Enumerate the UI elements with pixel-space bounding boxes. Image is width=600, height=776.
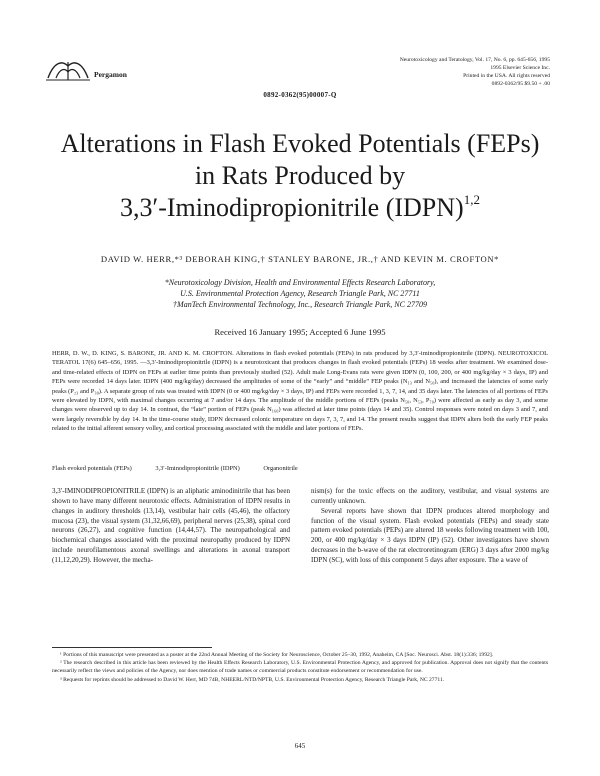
footnote-2: ² The research described in this article has been reviewed by the Health Effects Research Laboratory, U.S. Environmental Protection Agency, and approved for publication. Approval does not signify that the contents necessarily reflect the views and policies of the Agency, nor does mention of trade names or commercial products constitute endorsement or recommendation for use. (52, 660, 548, 675)
keyword-item: Organonitrile (263, 465, 298, 472)
title-footnote-marker: 1,2 (463, 192, 480, 207)
keywords (52, 465, 320, 472)
keyword-item: Flash evoked potentials (FEPs) (52, 465, 132, 472)
affiliation-2: U.S. Environmental Protection Agency, Research Triangle Park, NC 27711 (180, 289, 420, 298)
keyword-item: 3,3′-Iminodipropionitrile (IDPN) (155, 465, 240, 472)
publisher-logo (44, 56, 92, 82)
title-line-3 (0, 192, 600, 224)
title-line-3-text: 3,3′-Iminodipropionitrile (IDPN) (120, 193, 464, 222)
publisher-name: Pergamon (94, 70, 127, 79)
body-paragraph: nism(s) for the toxic effects on the auditory, vestibular, and visual systems are currently unknown. (311, 487, 549, 505)
body-left-column (52, 487, 290, 566)
footnote-1: ¹ Portions of this manuscript were presented as a poster at the 22nd Annual Meeting of the Society for Neuroscience, October 25–30, 1992, Anaheim, CA [Soc. Neurosci. Abst. 18(1):336; 1992]. (60, 652, 494, 658)
footnote-divider (52, 647, 212, 648)
affiliation-1: *Neurotoxicology Division, Health and Environmental Effects Research Laboratory, (164, 278, 436, 287)
page-number: 645 (294, 742, 306, 750)
pii-identifier: 0892-0362(95)00007-Q (263, 91, 337, 99)
journal-issn: 0892-0362/95 $9.50 + .00 (491, 81, 550, 87)
journal-copyright: 1995 Elsevier Science Inc. (490, 65, 550, 71)
title-line-2: in Rats Produced by (194, 161, 406, 190)
footnotes (52, 651, 548, 684)
received-dates: Received 16 January 1995; Accepted 6 June 1995 (214, 327, 386, 337)
journal-printed: Printed in the USA. All rights reserved (463, 73, 550, 79)
body-paragraph: Several reports have shown that IDPN produces altered morphology and function of the visual system. Flash evoked potentials (FEPs) and steady state pattern evoked potentials (PEPs) are altered 18 weeks following treatment with 100, 200, or 400 mg/kg/day × 3 days IDPN (IP) (52). Other investigators have shown decreases in the b-wave of the rat electroretinogram (ERG) 3 days after 2000 mg/kg IDPN (SC), with loss of this component 5 days after exposure. The a wave of (311, 506, 549, 564)
body-paragraph: 3,3′-IMINODIPROPIONITRILE (IDPN) is an aliphatic aminodinitrile that has been shown to have many different neurotoxic effects. Administration of IDPN results in changes in auditory thresholds (13,14), vestibular hair cells (45,46), the olfactory mucosa (23), the visual system (31,32,66,69), peripheral nerves (25,38), spinal cord neurons (26,27), and cognitive function (14,44,57). The neuropathological and biochemical changes associated with the proximal neuropathy produced by IDPN include neurofilamentous axonal swellings and alterations in axonal transport (11,12,20,29). However, the mecha- (52, 487, 290, 564)
footnote-3: ³ Requests for reprints should be addressed to David W. Herr, MD 74B, NHEERL/NTD/NPTB, U.S. Environmental Protection Agency, Research Triangle Park, NC 27711. (60, 676, 445, 683)
author-list: DAVID W. HERR,*³ DEBORAH KING,† STANLEY BARONE, JR.,† AND KEVIN M. CROFTON* (100, 254, 500, 264)
abstract: HERR, D. W., D. KING, S. BARONE, JR. AND K. M. CROFTON. Alterations in flash evoked potentials (FEPs) in rats produced by 3,3′-iminodipropionitrile (IDPN). NEUROTOXICOL TERATOL 17(6) 645–656, 1995. —3,3′-Iminodipropionitrile (IDPN) is a neurotoxicant that produces changes in flash evoked potentials (FEPs) 18 weeks after treatment. We examined dose- and time-related effects of IDPN on FEPs at earlier time points than previously studied (52). Adult male Long-Evans rats were given IDPN (0, 100, 200, or 400 mg/kg/day × 3 days, IP) and FEPs were recorded 14 days later. IDPN (400 mg/kg/day) decreased the amplitudes of some of the “early” and “middle” FEP peaks (N₁₃ and N₅₀), and increased the latencies of some early peaks (P₂₃ and P₃₀). A separate group of rats was treated with IDPN (0 or 400 mg/kg/day × 3 days, IP) and FEPs were recorded 1, 3, 7, 14, and 35 days later. The latencies of all portions of FEPs were elevated by IDPN, with maximal changes occurring at 7 and/or 14 days. The amplitude of the middle portions of FEPs (peaks N₅₀, N₅₃, P₇₀) were affected as early as day 3, and some changes were observed up to day 14. In contrast, the “late” portion of FEPs (peak N₁₆₀) was affected at later time points (days 14 and 35). Control responses were noted on days 3 and 7, and were largely reversible by day 14. In the time-course study, IDPN decreased colonic temperature on days 7, 3, 7, and 14. The present results suggest that IDPN alters both the early FEP peaks related to the initial afferent sensory volley, and cortical processing associated with the middle and later portions of FEPs. (52, 350, 548, 433)
title-line-1: Alterations in Flash Evoked Potentials (FEPs) (60, 129, 540, 158)
journal-citation: Neurotoxicology and Teratology, Vol. 17, No. 6, pp. 645-656, 1995 (399, 57, 550, 63)
body-right-column (311, 487, 549, 566)
affiliation-3: †ManTech Environmental Technology, Inc., Research Triangle Park, NC 27709 (173, 300, 427, 309)
